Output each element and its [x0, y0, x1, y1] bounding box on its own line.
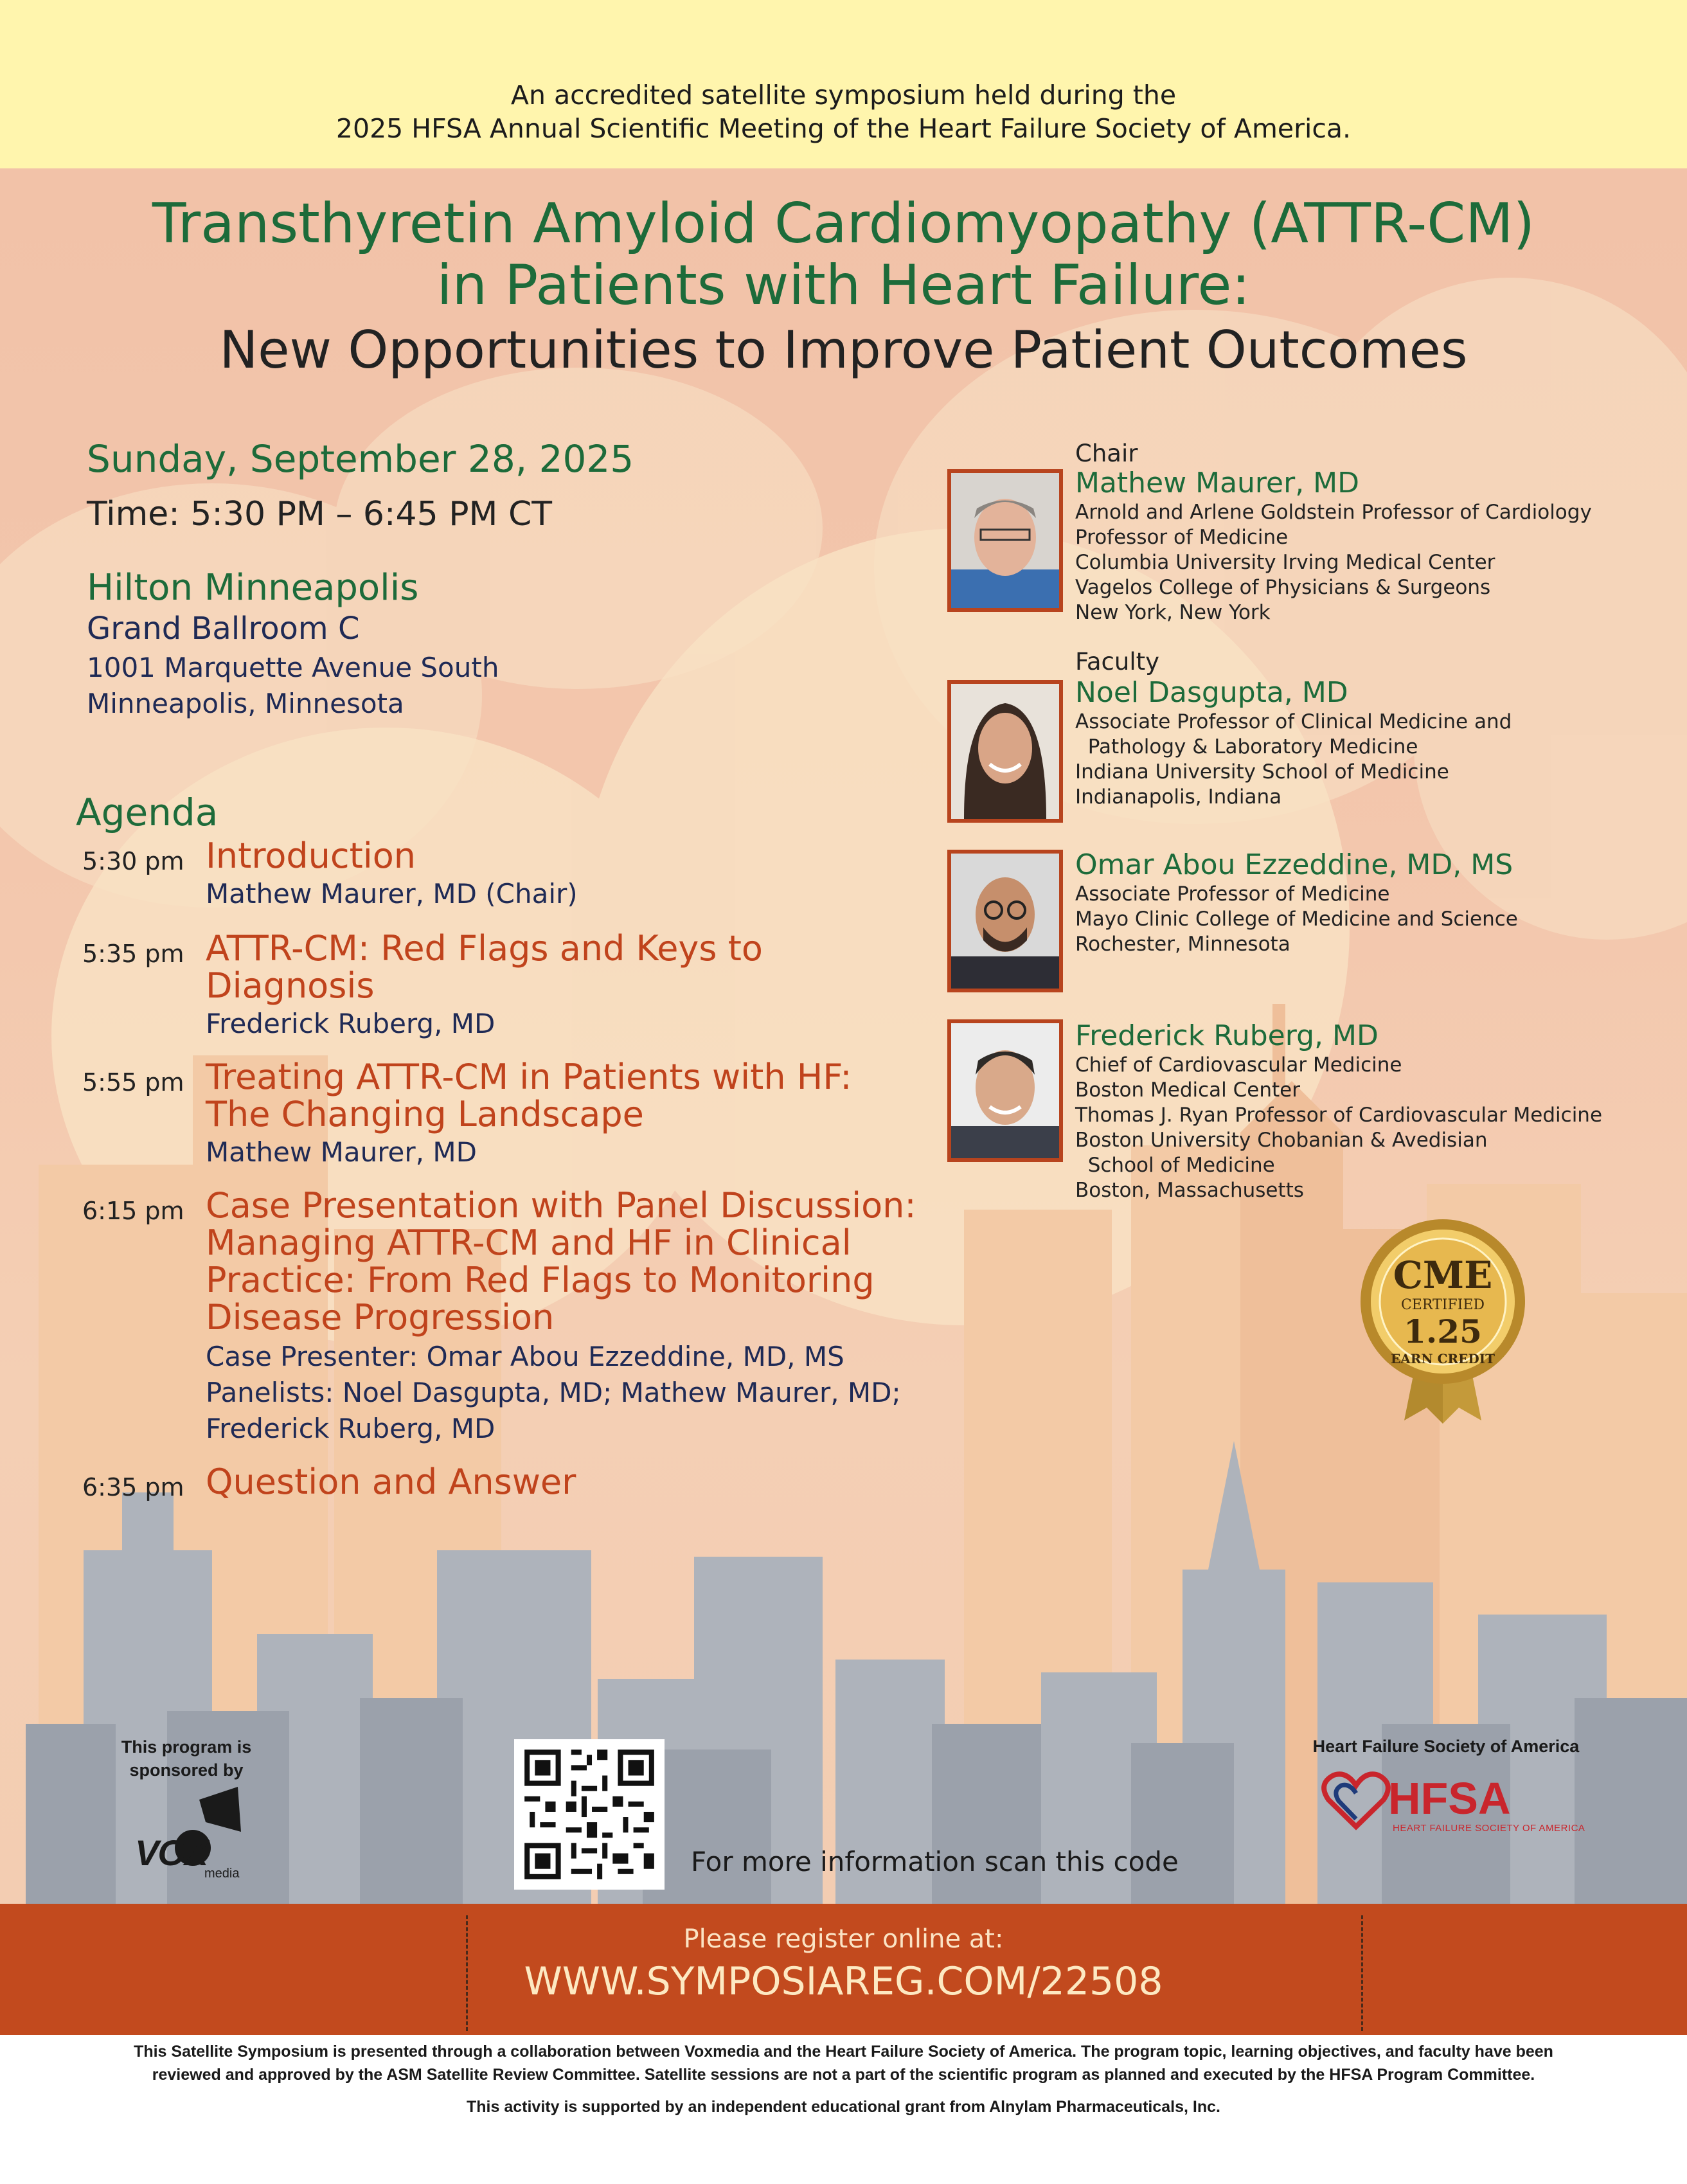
vox-media-logo [135, 1787, 251, 1883]
faculty-affiliation: Mayo Clinic College of Medicine and Science [1075, 908, 1518, 931]
cme-badge-line-3: 1.25 [1404, 1312, 1482, 1350]
hfsa-caption: Heart Failure Society of America [1312, 1737, 1580, 1756]
top-banner [0, 0, 1687, 168]
faculty-affiliation: Boston University Chobanian & Avedisian [1075, 1129, 1488, 1152]
agenda-speaker: Case Presenter: Omar Abou Ezzeddine, MD, MS [206, 1341, 844, 1372]
hfsa-logo-text: HFSA [1388, 1773, 1511, 1823]
agenda-title: Practice: From Red Flags to Monitoring [206, 1260, 875, 1300]
faculty-affiliation: Boston, Massachusetts [1075, 1179, 1304, 1202]
banner-line-2: 2025 HFSA Annual Scientific Meeting of the Heart Failure Society of America. [335, 113, 1352, 144]
banner-line-1: An accredited satellite symposium held during the [510, 80, 1177, 111]
title-line-1: Transthyretin Amyloid Cardiomyopathy (ATTR-CM) [152, 192, 1535, 256]
agenda-title: The Changing Landscape [206, 1094, 644, 1134]
agenda-speaker: Panelists: Noel Dasgupta, MD; Mathew Maurer, MD; [206, 1377, 901, 1408]
divider-left [466, 1915, 468, 2031]
title-line-2: in Patients with Heart Failure: [436, 253, 1251, 318]
faculty-affiliation: Indianapolis, Indiana [1075, 785, 1282, 809]
sponsor-label [84, 1735, 289, 1782]
register-url-link[interactable]: WWW.SYMPOSIAREG.COM/22508 [524, 1959, 1163, 2004]
hfsa-logo-subtext: HEART FAILURE SOCIETY OF AMERICA [1393, 1823, 1585, 1834]
faculty-name-dasgupta: Noel Dasgupta, MD [1075, 676, 1348, 709]
faculty-name-ruberg: Frederick Ruberg, MD [1075, 1019, 1379, 1052]
title-subtitle: New Opportunities to Improve Patient Outcomes [219, 320, 1468, 380]
faculty-affiliation: Boston Medical Center [1075, 1079, 1300, 1102]
faculty-name-maurer: Mathew Maurer, MD [1075, 467, 1360, 499]
faculty-affiliation: Arnold and Arlene Goldstein Professor of Cardiology [1075, 501, 1592, 524]
agenda-title: Introduction [206, 836, 416, 876]
faculty-affiliation: Associate Professor of Clinical Medicine and [1075, 710, 1512, 733]
faculty-role: Faculty [1075, 648, 1160, 676]
cme-badge-line-2: CERTIFIED [1400, 1297, 1485, 1313]
faculty-role-chair: Chair [1075, 440, 1138, 467]
agenda-time: 5:55 pm [82, 1068, 184, 1096]
agenda-title: Disease Progression [206, 1297, 555, 1338]
faculty-affiliation: School of Medicine [1075, 1154, 1275, 1177]
agenda-speaker: Mathew Maurer, MD (Chair) [206, 878, 578, 909]
faculty-affiliation: Pathology & Laboratory Medicine [1075, 735, 1418, 758]
qr-caption: For more information scan this code [691, 1846, 1179, 1877]
agenda-time: 5:30 pm [82, 847, 184, 875]
event-venue: Hilton Minneapolis [87, 567, 419, 609]
cme-badge-line-1: CME [1393, 1253, 1493, 1297]
divider-right [1361, 1915, 1363, 2031]
footer-disclaimer-1: This Satellite Symposium is presented through a collaboration between Voxmedia and the Heart Failure Society of America. The program topic, learning objectives, and faculty have been [134, 2043, 1553, 2061]
faculty-affiliation: Rochester, Minnesota [1075, 933, 1290, 956]
agenda-speaker: Frederick Ruberg, MD [206, 1413, 495, 1444]
faculty-photo-ruberg [947, 1019, 1063, 1162]
sponsor-label-line-1: This program is [121, 1737, 252, 1757]
hfsa-logo [1321, 1768, 1591, 1838]
sponsor-label-line-2: sponsored by [129, 1760, 244, 1780]
faculty-affiliation: Associate Professor of Medicine [1075, 882, 1390, 906]
faculty-photo-ezzeddine [947, 850, 1063, 992]
heart-icon [1321, 1768, 1391, 1832]
faculty-affiliation: Indiana University School of Medicine [1075, 760, 1449, 783]
agenda-speaker: Frederick Ruberg, MD [206, 1008, 495, 1039]
faculty-affiliation: Vagelos College of Physicians & Surgeons [1075, 576, 1491, 599]
faculty-photo-maurer [947, 469, 1063, 612]
agenda-speaker: Mathew Maurer, MD [206, 1136, 477, 1168]
registration-bar [0, 1904, 1687, 2035]
faculty-affiliation: Thomas J. Ryan Professor of Cardiovascular Medicine [1075, 1104, 1603, 1127]
footer [0, 2035, 1687, 2184]
faculty-affiliation: Professor of Medicine [1075, 526, 1289, 549]
agenda-time: 6:15 pm [82, 1197, 184, 1225]
faculty-affiliation: Columbia University Irving Medical Center [1075, 551, 1495, 574]
vox-logo-subtext: media [204, 1866, 240, 1881]
event-address-1: 1001 Marquette Avenue South [87, 652, 499, 683]
agenda-title: Managing ATTR-CM and HF in Clinical [206, 1222, 852, 1263]
faculty-photo-dasgupta [947, 680, 1063, 823]
agenda-time: 5:35 pm [82, 940, 184, 968]
vox-logo-text: VOX [135, 1832, 208, 1873]
agenda-title: ATTR-CM: Red Flags and Keys to [206, 928, 763, 969]
register-prompt: Please register online at: [683, 1924, 1004, 1954]
qr-code[interactable] [514, 1739, 665, 1890]
faculty-affiliation: New York, New York [1075, 601, 1271, 624]
agenda-title: Case Presentation with Panel Discussion: [206, 1185, 916, 1226]
event-room: Grand Ballroom C [87, 611, 360, 647]
agenda-title: Question and Answer [206, 1462, 576, 1502]
faculty-affiliation: Chief of Cardiovascular Medicine [1075, 1053, 1402, 1077]
cme-badge-line-4: EARN CREDIT [1391, 1351, 1495, 1366]
event-time: Time: 5:30 PM – 6:45 PM CT [87, 495, 553, 533]
agenda-title: Diagnosis [206, 965, 375, 1006]
event-date: Sunday, September 28, 2025 [87, 437, 634, 481]
footer-grant-note: This activity is supported by an independent educational grant from Alnylam Pharmaceuticals, Inc. [467, 2098, 1220, 2116]
event-address-2: Minneapolis, Minnesota [87, 688, 404, 719]
agenda-title: Treating ATTR-CM in Patients with HF: [206, 1057, 852, 1097]
cme-certified-badge [1356, 1215, 1530, 1427]
agenda-time: 6:35 pm [82, 1473, 184, 1501]
agenda-heading: Agenda [76, 791, 219, 834]
faculty-name-ezzeddine: Omar Abou Ezzeddine, MD, MS [1075, 848, 1513, 881]
footer-disclaimer-2: reviewed and approved by the ASM Satellite Review Committee. Satellite sessions are not a part of the scientific program as planned and executed by the HFSA Program Committee. [152, 2066, 1535, 2084]
